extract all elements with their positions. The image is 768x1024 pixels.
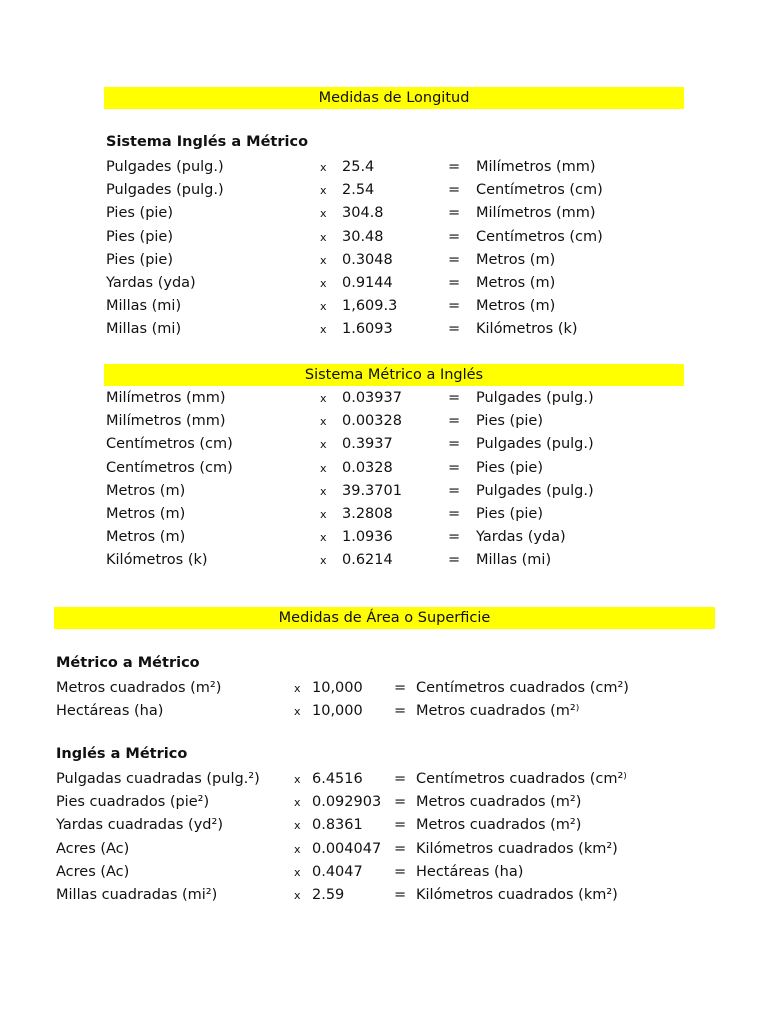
unit-from: Pulgades (pulg.) [106,182,224,199]
unit-from: Milímetros (mm) [106,390,226,406]
equals-sign: = [448,459,461,476]
equals-sign: = [394,863,407,880]
unit-from: Metros (m) [106,529,186,546]
factor-value: 2.54 [342,182,375,199]
equals-sign: = [448,298,461,315]
equals-sign: = [394,840,407,857]
longitud-banner: Medidas de Longitud [104,87,684,109]
factor-value: 30.48 [342,228,384,245]
unit-from: Centímetros (cm) [106,459,233,476]
unit-to: Centímetros (cm) [476,228,603,245]
equals-sign: = [394,680,407,696]
equals-sign: = [394,817,407,834]
unit-to: Kilómetros cuadrados (km²) [416,887,618,903]
equals-sign: = [448,482,461,499]
equals-sign: = [394,771,407,787]
factor-value: 0.9144 [342,275,393,291]
equals-sign: = [448,436,461,453]
unit-to: Milímetros (mm) [476,159,596,175]
multiply-sign: x [320,230,327,244]
factor-value: 1.6093 [342,321,393,338]
unit-from: Pies cuadrados (pie²) [56,794,210,811]
unit-to: Pulgades (pulg.) [476,482,594,499]
unit-from: Pies (pie) [106,205,174,222]
equals-sign: = [394,703,407,720]
unit-from: Millas (mi) [106,298,182,315]
unit-from: Millas (mi) [106,321,182,338]
factor-value: 0.3048 [342,251,393,268]
equals-sign: = [448,506,461,522]
factor-value: 0.4047 [312,863,363,880]
unit-to: Metros (m) [476,298,556,315]
unit-to: Kilómetros (k) [476,321,578,338]
equals-sign: = [448,321,461,338]
multiply-sign: x [294,796,301,810]
unit-to: Kilómetros cuadrados (km²) [416,840,618,857]
multiply-sign: x [320,253,327,267]
unit-to: Centímetros (cm) [476,182,603,199]
factor-value: 304.8 [342,205,384,222]
unit-from: Metros cuadrados (m²) [56,680,222,696]
unit-from: Millas cuadradas (mi²) [56,887,218,903]
equals-sign: = [448,529,461,546]
unit-from: Pulgadas cuadradas (pulg.²) [56,771,260,787]
factor-value: 25.4 [342,159,375,175]
multiply-sign: x [320,484,327,498]
equals-sign: = [448,159,461,175]
multiply-sign: x [294,819,301,833]
factor-value: 0.03937 [342,390,402,406]
unit-to: Pies (pie) [476,506,544,522]
factor-value: 0.8361 [312,817,363,834]
factor-value: 3.2808 [342,506,393,522]
equals-sign: = [448,390,461,406]
unit-to: Milímetros (mm) [476,205,596,222]
equals-sign: = [448,251,461,268]
unit-from: Kilómetros (k) [106,552,208,569]
unit-from: Centímetros (cm) [106,436,233,453]
unit-to: Metros cuadrados (m²) [416,794,582,811]
multiply-sign: x [320,415,327,429]
multiply-sign: x [294,889,301,902]
equals-sign: = [448,205,461,222]
unit-from: Yardas cuadradas (yd²) [56,817,223,834]
unit-from: Acres (Ac) [56,863,130,880]
factor-value: 0.004047 [312,840,382,857]
factor-value: 0.092903 [312,794,382,811]
metrico-metrico-heading: Métrico a Métrico [56,655,200,671]
equals-sign: = [448,552,461,569]
equals-sign: = [448,413,461,430]
multiply-sign: x [320,184,327,198]
unit-from: Hectáreas (ha) [56,703,164,720]
multiply-sign: x [294,842,301,856]
multiply-sign: x [320,323,327,337]
multiply-sign: x [320,531,327,545]
factor-value: 0.0328 [342,459,393,476]
unit-to: Metros cuadrados (m²⁾ [416,703,580,720]
area-ingles-metrico-heading: Inglés a Métrico [56,746,188,762]
unit-to: Metros cuadrados (m²) [416,817,582,834]
multiply-sign: x [320,300,327,314]
unit-to: Metros (m) [476,275,556,291]
equals-sign: = [448,182,461,199]
factor-value: 10,000 [312,703,363,720]
factor-value: 0.3937 [342,436,393,453]
unit-from: Pies (pie) [106,251,174,268]
unit-from: Acres (Ac) [56,840,130,857]
equals-sign: = [394,887,407,903]
unit-to: Pulgades (pulg.) [476,390,594,406]
multiply-sign: x [294,682,301,695]
unit-from: Pulgades (pulg.) [106,159,224,175]
multiply-sign: x [294,705,301,719]
factor-value: 2.59 [312,887,345,903]
equals-sign: = [394,794,407,811]
unit-to: Hectáreas (ha) [416,863,524,880]
unit-to: Yardas (yda) [476,529,566,546]
multiply-sign: x [320,461,327,475]
ingles-metrico-heading: Sistema Inglés a Métrico [106,134,309,150]
factor-value: 0.6214 [342,552,393,569]
factor-value: 6.4516 [312,771,363,787]
multiply-sign: x [294,865,301,879]
factor-value: 1.0936 [342,529,393,546]
unit-from: Milímetros (mm) [106,413,226,430]
multiply-sign: x [320,392,327,405]
factor-value: 10,000 [312,680,363,696]
multiply-sign: x [294,773,301,786]
multiply-sign: x [320,554,327,568]
unit-to: Millas (mi) [476,552,552,569]
equals-sign: = [448,275,461,291]
factor-value: 39.3701 [342,482,402,499]
unit-to: Metros (m) [476,251,556,268]
unit-to: Centímetros cuadrados (cm²⁾ [416,771,627,787]
multiply-sign: x [320,161,327,174]
area-banner: Medidas de Área o Superficie [54,607,715,629]
multiply-sign: x [320,508,327,521]
unit-to: Centímetros cuadrados (cm²) [416,680,629,696]
multiply-sign: x [320,207,327,221]
unit-from: Yardas (yda) [106,275,196,291]
multiply-sign: x [320,438,327,452]
factor-value: 1,609.3 [342,298,398,315]
metrico-ingles-banner: Sistema Métrico a Inglés [104,364,684,386]
equals-sign: = [448,228,461,245]
unit-to: Pulgades (pulg.) [476,436,594,453]
multiply-sign: x [320,277,327,290]
unit-from: Pies (pie) [106,228,174,245]
unit-to: Pies (pie) [476,413,544,430]
factor-value: 0.00328 [342,413,402,430]
unit-to: Pies (pie) [476,459,544,476]
unit-from: Metros (m) [106,482,186,499]
unit-from: Metros (m) [106,506,186,522]
